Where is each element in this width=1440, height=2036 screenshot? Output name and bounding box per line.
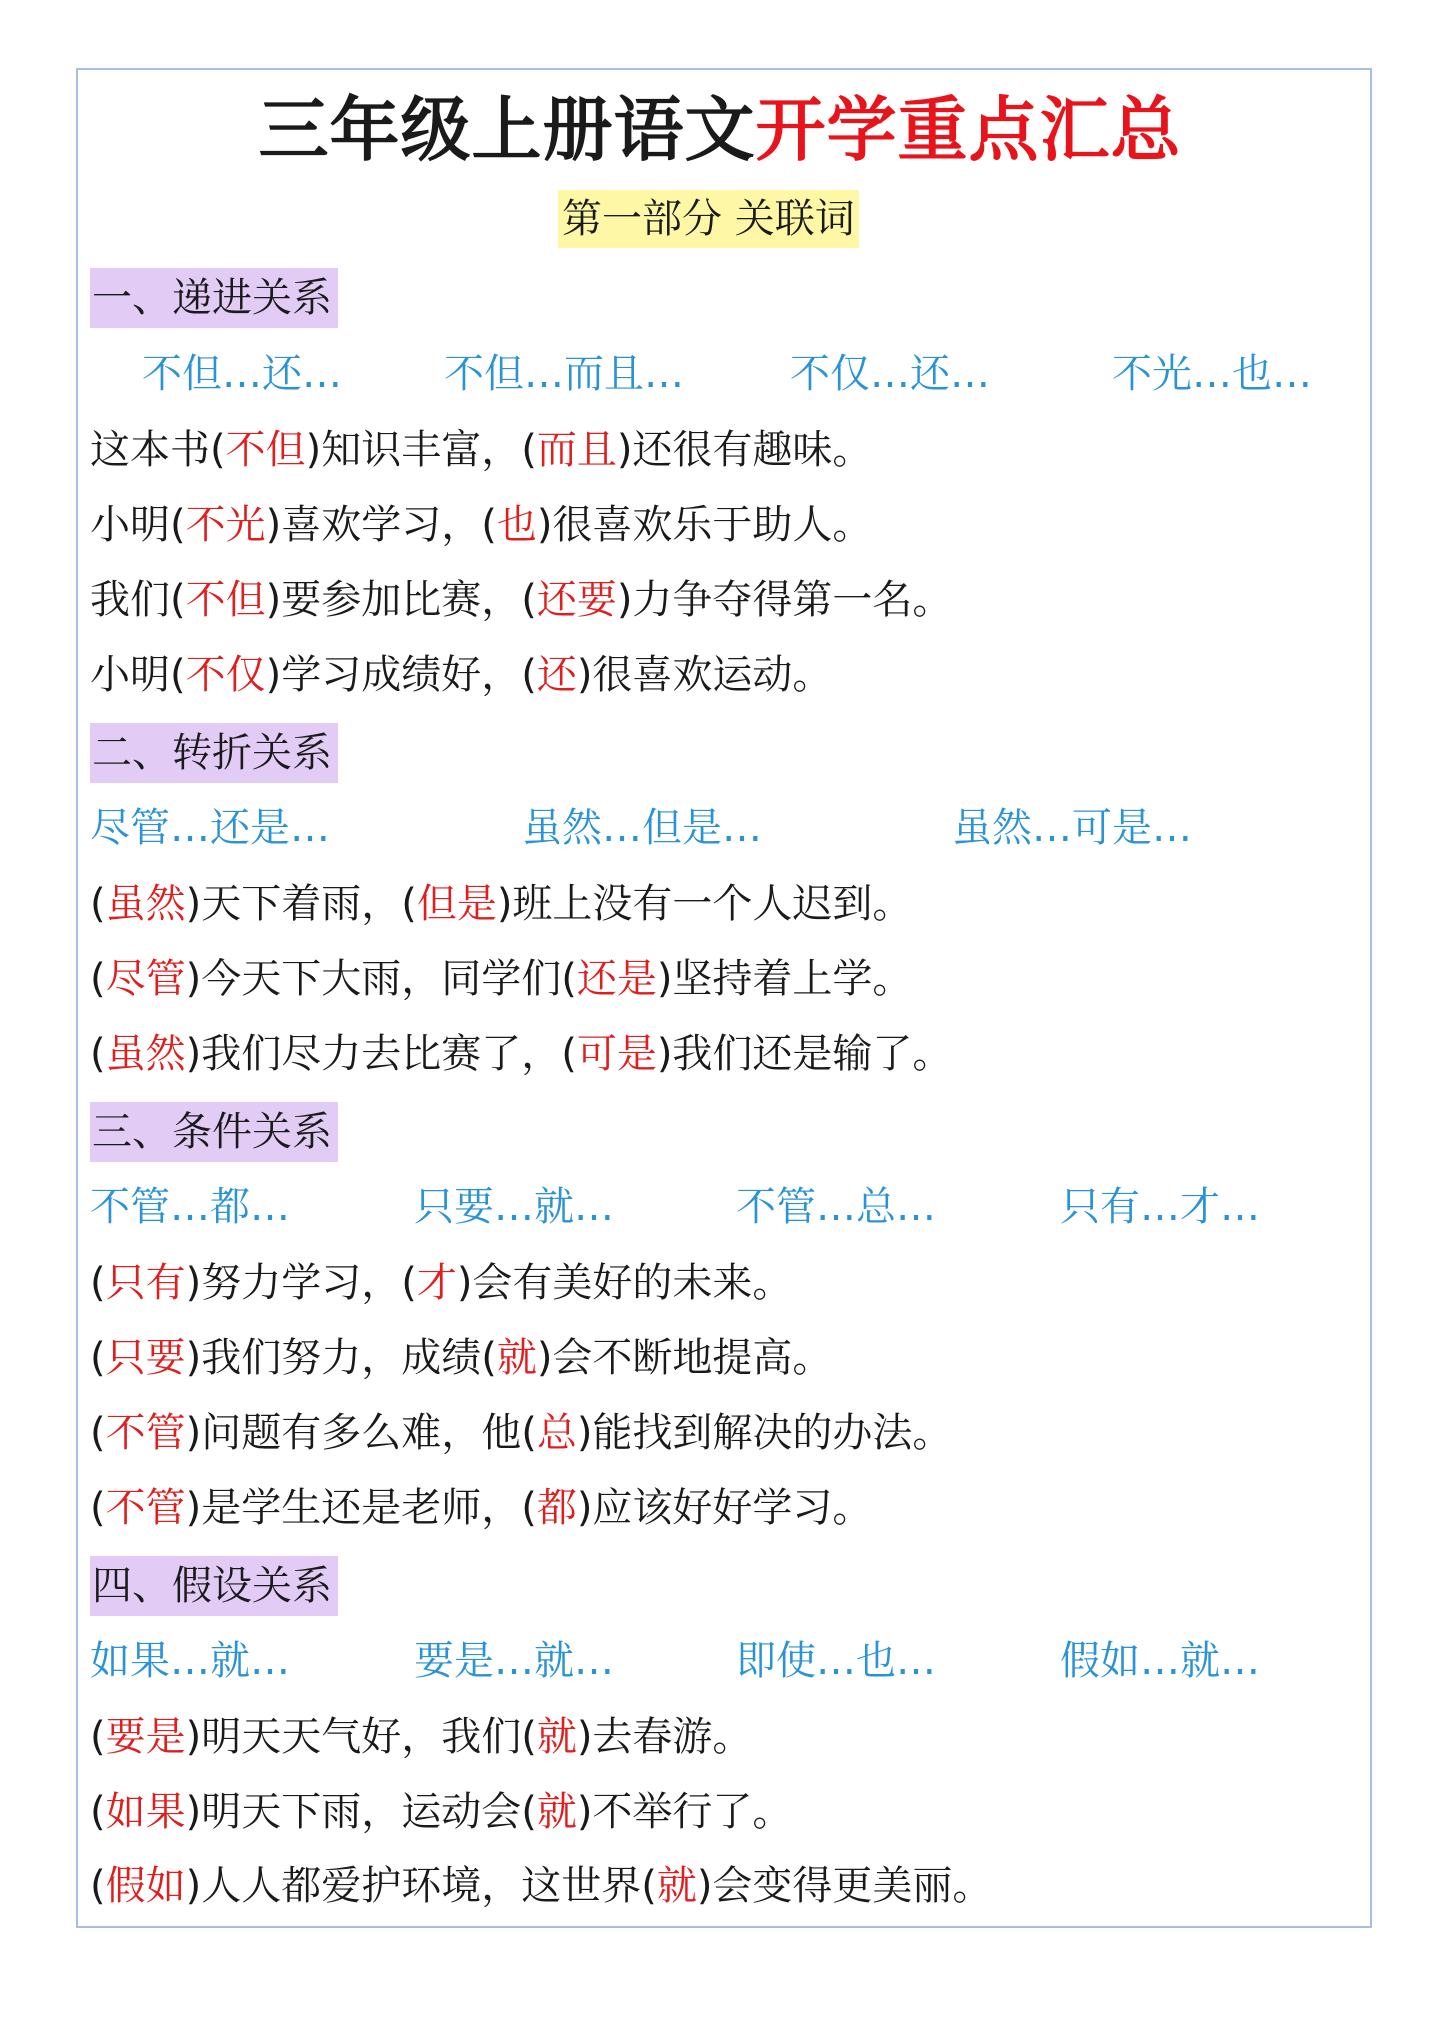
sentence-text: ( <box>90 1714 106 1760</box>
conjunction: 假如 <box>105 1863 186 1909</box>
keyword-pair: 假如…就… <box>1060 1638 1260 1684</box>
sentence-text: ( <box>90 1863 106 1909</box>
keyword-pair: 尽管…还是… <box>90 805 330 851</box>
keyword-pair: 不但…而且… <box>444 351 684 397</box>
example-sentence <box>90 1480 872 1536</box>
sentence-text: )还很有趣味。 <box>616 427 873 473</box>
sentence-text: )学习成绩好，( <box>265 652 537 698</box>
keyword-pair: 不光…也… <box>1112 351 1312 397</box>
sentence-text: )问题有多么难，他( <box>185 1410 537 1456</box>
sentence-text: ( <box>90 956 106 1002</box>
conjunction: 总 <box>536 1410 577 1456</box>
title-red: 开学重点汇总 <box>755 89 1182 171</box>
conjunction: 都 <box>536 1485 577 1531</box>
conjunction: 虽然 <box>105 881 186 927</box>
conjunction: 就 <box>536 1789 577 1835</box>
conjunction: 要是 <box>105 1714 186 1760</box>
sentence-text: )我们尽力去比赛了，( <box>185 1031 577 1077</box>
sentence-text: )明天天气好，我们( <box>185 1714 537 1760</box>
sentence-text: )不举行了。 <box>576 1789 793 1835</box>
example-sentence <box>90 1784 792 1840</box>
sentence-text: )很喜欢运动。 <box>576 652 833 698</box>
sentence-text: )我们还是输了。 <box>656 1031 953 1077</box>
sentence-text: )要参加比赛，( <box>265 577 537 623</box>
sentence-text: )会有美好的未来。 <box>456 1260 793 1306</box>
sentence-text: )能找到解决的办法。 <box>576 1410 953 1456</box>
example-sentence <box>90 951 912 1007</box>
sentence-text: ( <box>90 1260 106 1306</box>
conjunction: 就 <box>536 1714 577 1760</box>
sentence-text: ( <box>90 1485 106 1531</box>
sentence-text: )会变得更美丽。 <box>696 1863 993 1909</box>
conjunction: 不但 <box>225 427 306 473</box>
keyword-pair: 只有…才… <box>1060 1184 1260 1230</box>
conjunction: 不仅 <box>185 652 266 698</box>
conjunction: 就 <box>656 1863 697 1909</box>
sentence-text: ( <box>90 1335 106 1381</box>
keyword-pair: 不仅…还… <box>790 351 990 397</box>
sentence-text: )去春游。 <box>576 1714 753 1760</box>
keyword-pair: 不管…总… <box>736 1184 936 1230</box>
conjunction: 就 <box>496 1335 537 1381</box>
sentence-text: )明天下雨，运动会( <box>185 1789 537 1835</box>
sentence-text: )我们努力，成绩( <box>185 1335 497 1381</box>
sentence-text: )人人都爱护环境，这世界( <box>185 1863 657 1909</box>
section-heading: 四、假设关系 <box>90 1556 338 1616</box>
sentence-text: )应该好好学习。 <box>576 1485 873 1531</box>
section-heading: 一、递进关系 <box>90 268 338 328</box>
conjunction: 可是 <box>576 1031 657 1077</box>
keyword-pair: 虽然…但是… <box>522 805 762 851</box>
conjunction: 还 <box>536 652 577 698</box>
sentence-text: )很喜欢乐于助人。 <box>536 502 873 548</box>
conjunction: 还要 <box>536 577 617 623</box>
sentence-text: )知识丰富，( <box>305 427 537 473</box>
conjunction: 不管 <box>105 1410 186 1456</box>
section-heading: 二、转折关系 <box>90 723 338 783</box>
example-sentence <box>90 572 952 628</box>
example-sentence <box>90 1255 792 1311</box>
example-sentence <box>90 1858 992 1914</box>
conjunction: 才 <box>416 1260 457 1306</box>
keyword-pair: 如果…就… <box>90 1638 290 1684</box>
sentence-text: 小明( <box>90 652 186 698</box>
conjunction: 只要 <box>105 1335 186 1381</box>
page-title <box>0 82 1440 178</box>
example-sentence <box>90 1709 752 1765</box>
example-sentence <box>90 1405 952 1461</box>
section-heading: 三、条件关系 <box>90 1102 338 1162</box>
example-sentence <box>90 647 832 703</box>
conjunction: 而且 <box>536 427 617 473</box>
conjunction: 但是 <box>416 881 497 927</box>
sentence-text: ( <box>90 881 106 927</box>
keyword-pair: 要是…就… <box>414 1638 614 1684</box>
conjunction: 虽然 <box>105 1031 186 1077</box>
example-sentence <box>90 876 912 932</box>
sentence-text: )努力学习，( <box>185 1260 417 1306</box>
conjunction: 不但 <box>185 577 266 623</box>
sentence-text: )坚持着上学。 <box>656 956 913 1002</box>
sentence-text: ( <box>90 1031 106 1077</box>
sentence-text: )今天下大雨，同学们( <box>185 956 577 1002</box>
sentence-text: 小明( <box>90 502 186 548</box>
sentence-text: )会不断地提高。 <box>536 1335 833 1381</box>
sentence-text: ( <box>90 1410 106 1456</box>
title-black: 三年级上册语文 <box>258 89 756 171</box>
keyword-pair: 只要…就… <box>414 1184 614 1230</box>
conjunction: 如果 <box>105 1789 186 1835</box>
part-subtitle: 第一部分 关联词 <box>558 190 859 248</box>
keyword-pair: 不但…还… <box>142 351 342 397</box>
sentence-text: )天下着雨，( <box>185 881 417 927</box>
keyword-pair: 即使…也… <box>736 1638 936 1684</box>
example-sentence <box>90 422 872 478</box>
keyword-pair: 虽然…可是… <box>952 805 1192 851</box>
example-sentence <box>90 1330 832 1386</box>
sentence-text: )力争夺得第一名。 <box>616 577 953 623</box>
sentence-text: 这本书( <box>90 427 226 473</box>
sentence-text: )喜欢学习，( <box>265 502 497 548</box>
sentence-text: )是学生还是老师，( <box>185 1485 537 1531</box>
example-sentence <box>90 1026 952 1082</box>
example-sentence <box>90 497 872 553</box>
sentence-text: )班上没有一个人迟到。 <box>496 881 913 927</box>
conjunction: 也 <box>496 502 537 548</box>
conjunction: 只有 <box>105 1260 186 1306</box>
sentence-text: ( <box>90 1789 106 1835</box>
conjunction: 还是 <box>576 956 657 1002</box>
conjunction: 不光 <box>185 502 266 548</box>
conjunction: 尽管 <box>105 956 186 1002</box>
sentence-text: 我们( <box>90 577 186 623</box>
keyword-pair: 不管…都… <box>90 1184 290 1230</box>
conjunction: 不管 <box>105 1485 186 1531</box>
